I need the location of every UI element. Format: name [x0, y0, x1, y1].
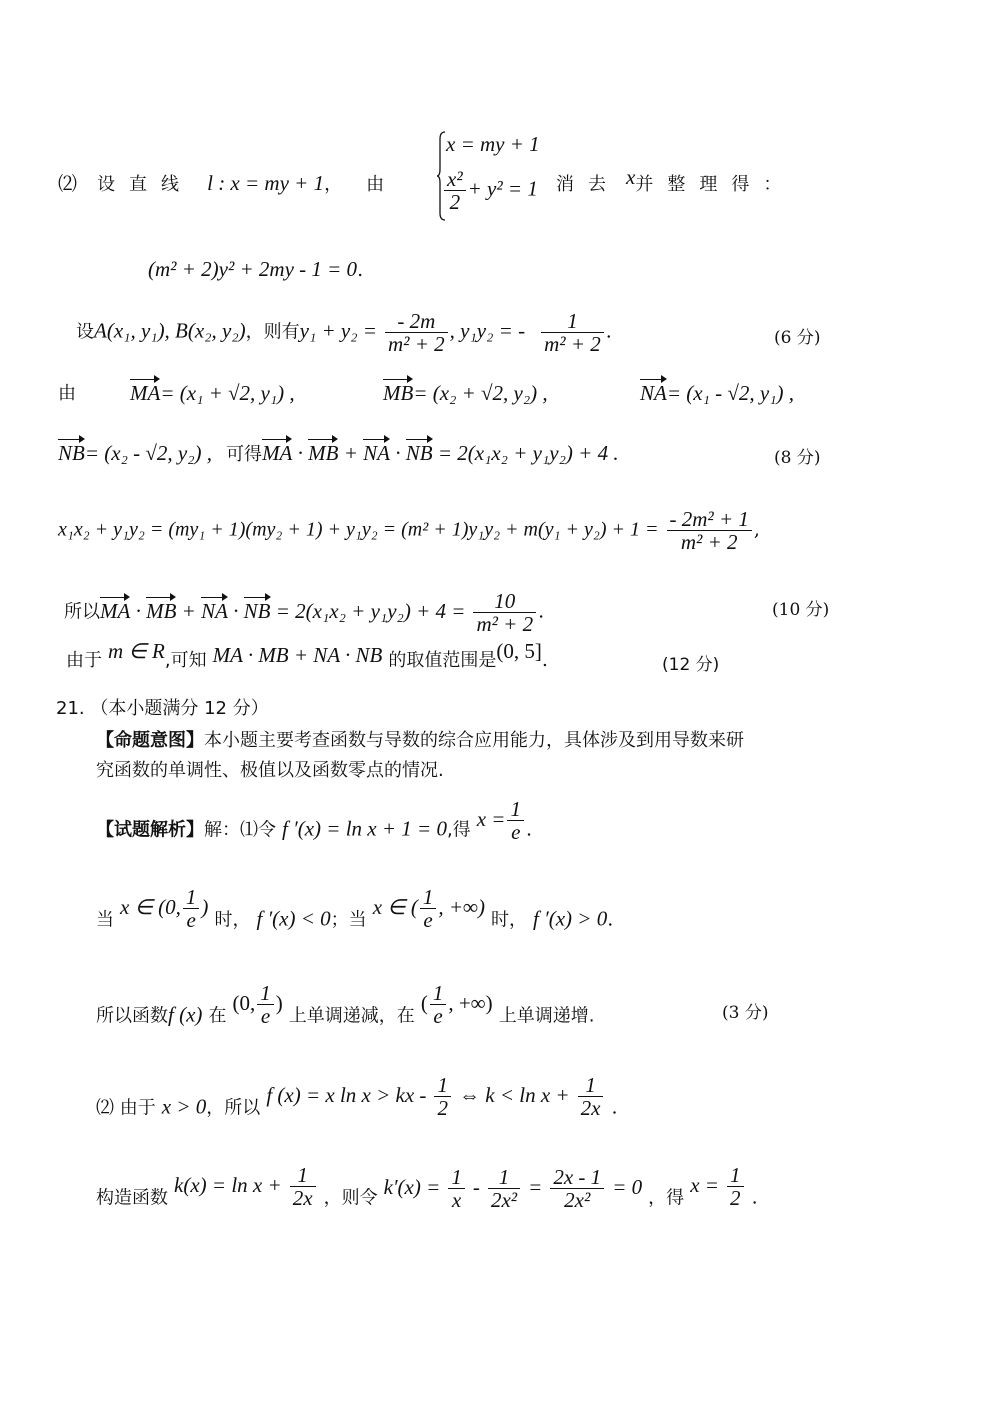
- decreasing-label: 上单调递减，在: [288, 1005, 415, 1027]
- product-lhs: , y₁y₂ = -: [449, 318, 526, 343]
- part-number: ⑵: [58, 173, 78, 195]
- conclusion-label: 所以函数: [96, 1005, 168, 1027]
- fraction-numerator: 1: [448, 1166, 465, 1189]
- fraction-numerator: 1: [507, 798, 524, 821]
- part2-inequality-line: [96, 1073, 618, 1131]
- solution-label: 【试题解析】: [96, 819, 204, 841]
- system-fraction: [444, 168, 466, 213]
- fraction-denominator: 2x: [580, 1096, 601, 1120]
- interval-inc-left: (: [420, 990, 428, 1015]
- fraction-denominator: 2: [449, 190, 461, 214]
- vector-na-value: = (x₁ - √2, y₁) ,: [666, 381, 795, 405]
- then-label: ，则令: [323, 1187, 378, 1209]
- inequality-1: f ′(x) < 0: [256, 906, 331, 931]
- vector-ma-value: = (x₁ + √2, y₁) ,: [160, 381, 295, 405]
- m-in-r: m ∈ R: [108, 639, 165, 663]
- fraction-numerator: 1: [578, 1074, 604, 1097]
- expansion-lhs: x₁x₂ + y₁y₂ = (my₁ + 1)(my₂ + 1) + y₁y₂ = (m² + 1)y₁y₂ + m(y₁ + y₂) + 1 =: [58, 518, 659, 541]
- equals-sign: =: [528, 1174, 543, 1199]
- equivalent-expression: ⇔ k < ln x +: [459, 1082, 570, 1107]
- fraction-denominator: m² + 2: [544, 332, 601, 356]
- vectors-line-2: NB= (x₂ - √2, y₂) , 可得MA · MB + NA · NB = 2(x₁x₂ + y₁y₂) + 4 .: [58, 441, 619, 465]
- reciprocal-fraction: [578, 1074, 604, 1119]
- fraction-denominator: 2x²: [490, 1188, 518, 1212]
- vector-ma-name: MA: [262, 441, 293, 465]
- eliminate-text: [556, 165, 796, 198]
- by-text: 由: [366, 174, 385, 195]
- arrange-label: 并整理得：: [635, 174, 796, 195]
- part2-setup-line: [58, 170, 384, 198]
- vector-mb-name: MB: [308, 441, 339, 465]
- range-expression: MA · MB + NA · NB: [212, 643, 383, 667]
- quadratic-equation-line: [148, 256, 363, 283]
- vector-mb-name: MB: [383, 381, 414, 405]
- system-rhs: + y² = 1: [467, 176, 538, 201]
- period: .: [538, 600, 545, 623]
- fraction-denominator: 2x: [292, 1186, 313, 1210]
- interval-dec-fraction: [257, 982, 274, 1027]
- range-interval: (0, 5]: [496, 639, 542, 663]
- expansion-line: [58, 508, 760, 553]
- fraction-numerator: 1: [257, 982, 274, 1005]
- fraction-denominator: e: [260, 1004, 271, 1028]
- period: .: [541, 649, 548, 671]
- q21-intent-line-1: [96, 728, 744, 754]
- line-equation: l : x = my + 1: [207, 171, 325, 195]
- x-positive: x > 0: [161, 1094, 207, 1119]
- k-fraction: [290, 1164, 316, 1209]
- intent-label: 【命题意图】: [96, 730, 204, 751]
- quadratic-equation: (m² + 2)y² + 2my - 1 = 0: [148, 257, 358, 281]
- system-top-equation: x = my + 1: [446, 132, 540, 156]
- intent-text: 本小题主要考查函数与导数的综合应用能力，具体涉及到用导数来研: [204, 730, 744, 751]
- vector-nb-name: NB: [243, 598, 271, 623]
- vectors-line-1: [58, 380, 76, 407]
- time-label: 时，: [214, 909, 251, 931]
- fraction-denominator: 2: [730, 1186, 741, 1210]
- period: .: [525, 818, 533, 841]
- inequality-expression: f (x) = x ln x > kx -: [266, 1082, 427, 1107]
- dot-expression: = 2(x₁x₂ + y₁y₂) + 4 .: [437, 441, 619, 465]
- score-10: (10 分): [772, 600, 830, 620]
- vector-ma-name: MA: [100, 598, 131, 623]
- comma: ,: [753, 518, 760, 541]
- set-ab-line: [76, 310, 612, 355]
- vector-nb-name: NB: [58, 441, 85, 465]
- equals-zero: = 0: [612, 1174, 643, 1199]
- fraction-denominator: e: [423, 908, 433, 932]
- fraction-denominator: e: [186, 908, 196, 932]
- get-label: 可得: [226, 444, 263, 465]
- interval-1-right: ): [201, 894, 209, 919]
- vector-nb-name: NB: [405, 441, 433, 465]
- fraction-denominator: m² + 2: [388, 332, 445, 356]
- minus-sign: -: [472, 1174, 480, 1199]
- since-label: 由于: [66, 650, 102, 671]
- result-line: 所以MA · MB + NA · NB = 2(x₁x₂ + y₁y₂) + 4 = $\frac{10}{\text{m² + 2}}$ .: [64, 589, 545, 636]
- fraction-numerator: 2x - 1: [550, 1166, 604, 1189]
- fraction-numerator: 1: [727, 1164, 744, 1187]
- fraction-numerator: - 2m: [385, 310, 448, 333]
- range-line: [66, 639, 548, 674]
- setup-text: 设直线: [97, 174, 194, 195]
- then-label: ，则有: [245, 321, 300, 343]
- when-label-2: ；当: [330, 909, 367, 931]
- sum-fraction: [385, 310, 448, 355]
- vector-mb: [383, 380, 548, 406]
- fraction-numerator: 1: [434, 1074, 451, 1097]
- period: .: [751, 1186, 758, 1209]
- q21-header: 21. （本小题满分 12 分）: [56, 698, 269, 719]
- when-label: 当: [96, 909, 114, 931]
- therefore-label: 所以: [64, 601, 100, 623]
- score-12: (12 分): [662, 655, 720, 675]
- score-3: (3 分): [722, 1003, 769, 1023]
- increasing-label: 上单调递增.: [498, 1005, 595, 1027]
- expansion-fraction: [667, 508, 752, 553]
- interval-inc-fraction: [430, 982, 447, 1027]
- term-c-fraction: [550, 1166, 604, 1211]
- interval-2-fraction: [420, 886, 437, 931]
- get-label: ,得: [446, 819, 471, 841]
- q21-intent-line-2: 究函数的单调性、极值以及函数零点的情况.: [96, 760, 444, 781]
- comma: ，: [324, 174, 343, 195]
- period: .: [611, 1096, 618, 1119]
- interval-dec-right: ): [275, 990, 283, 1015]
- since-label: ⑵ 由于: [96, 1097, 156, 1119]
- vector-ma-name: MA: [130, 381, 161, 405]
- vector-na-name: NA: [640, 381, 667, 405]
- monotonicity-line: [96, 885, 614, 943]
- conclusion-line: [96, 981, 595, 1039]
- score-8: (8 分): [774, 448, 821, 468]
- fraction-numerator: 1: [488, 1166, 520, 1189]
- vector-na-name: NA: [201, 598, 228, 623]
- term-a-fraction: [448, 1166, 465, 1211]
- fraction-numerator: - 2m² + 1: [667, 508, 752, 531]
- points-ab: A(x₁, y₁), B(x₂, y₂): [94, 318, 246, 343]
- solution-text: 解：⑴令: [204, 819, 276, 841]
- x-half-fraction: [727, 1164, 744, 1209]
- half-fraction: [434, 1074, 451, 1119]
- vector-ma: [130, 380, 295, 406]
- by-label: 由: [58, 383, 76, 404]
- interval-inc-right: , +∞): [448, 990, 493, 1015]
- vector-mb-value: = (x₂ + √2, y₂) ,: [413, 381, 548, 405]
- sum-lhs: y₁ + y₂ =: [299, 318, 377, 343]
- k-definition: k(x) = ln x +: [174, 1172, 282, 1197]
- inequality-2: f ′(x) > 0: [533, 906, 608, 931]
- get-label: ，得: [648, 1187, 685, 1209]
- fraction-numerator: 1: [183, 886, 200, 909]
- fraction-denominator: 2x²: [564, 1188, 591, 1212]
- x-fraction: [507, 798, 524, 843]
- derivative-equation: f ′(x) = ln x + 1 = 0: [282, 816, 447, 841]
- set-label: 设: [76, 321, 94, 343]
- fraction-numerator: 10: [473, 590, 536, 613]
- vector-na-name: NA: [363, 441, 390, 465]
- fraction-numerator: x²: [444, 168, 466, 191]
- eliminate-label: 消去: [556, 174, 620, 195]
- interval-dec-left: (0,: [232, 990, 256, 1015]
- product-fraction: [541, 310, 604, 355]
- result-expression: = 2(x₁x₂ + y₁y₂) + 4 =: [275, 598, 466, 623]
- fraction-numerator: 1: [541, 310, 604, 333]
- x-variable: x: [626, 165, 636, 189]
- interval-1-fraction: [183, 886, 200, 931]
- fraction-denominator: 2: [437, 1096, 448, 1120]
- fraction-denominator: e: [511, 820, 521, 844]
- score-6: (6 分): [774, 328, 821, 348]
- fraction-numerator: 1: [430, 982, 447, 1005]
- vector-mb-name: MB: [146, 598, 177, 623]
- fraction-denominator: m² + 2: [680, 530, 738, 554]
- vector-nb-value: = (x₂ - √2, y₂) ,: [84, 441, 213, 465]
- x-equals: x =: [476, 806, 506, 831]
- period: .: [605, 320, 612, 343]
- interval-1-left: x ∈ (0,: [120, 894, 181, 919]
- period: .: [607, 908, 614, 931]
- fraction-denominator: e: [433, 1004, 443, 1028]
- interval-2-right: , +∞): [438, 894, 485, 919]
- period: .: [357, 259, 364, 281]
- k-derivative: k′(x) =: [383, 1174, 441, 1199]
- time-label-2: 时，: [491, 909, 527, 931]
- system-bottom-equation: [442, 168, 538, 213]
- solution-line: [96, 797, 533, 853]
- result-fraction: [473, 590, 536, 635]
- interval-2-left: x ∈ (: [372, 894, 418, 919]
- so-label: ，所以: [206, 1097, 261, 1119]
- x-equals: x =: [690, 1172, 719, 1197]
- range-label: 的取值范围是: [388, 650, 497, 671]
- term-b-fraction: [488, 1166, 520, 1211]
- fraction-denominator: x: [451, 1188, 462, 1212]
- fraction-denominator: m² + 2: [476, 612, 534, 636]
- vector-na: [640, 380, 794, 406]
- construct-line: [96, 1163, 758, 1221]
- fraction-numerator: 1: [290, 1164, 316, 1187]
- fraction-numerator: 1: [420, 886, 437, 909]
- in-label: 在: [208, 1005, 227, 1027]
- function-f: f (x): [168, 1002, 203, 1027]
- construct-label: 构造函数: [96, 1187, 168, 1209]
- know-label: ,可知: [164, 650, 207, 671]
